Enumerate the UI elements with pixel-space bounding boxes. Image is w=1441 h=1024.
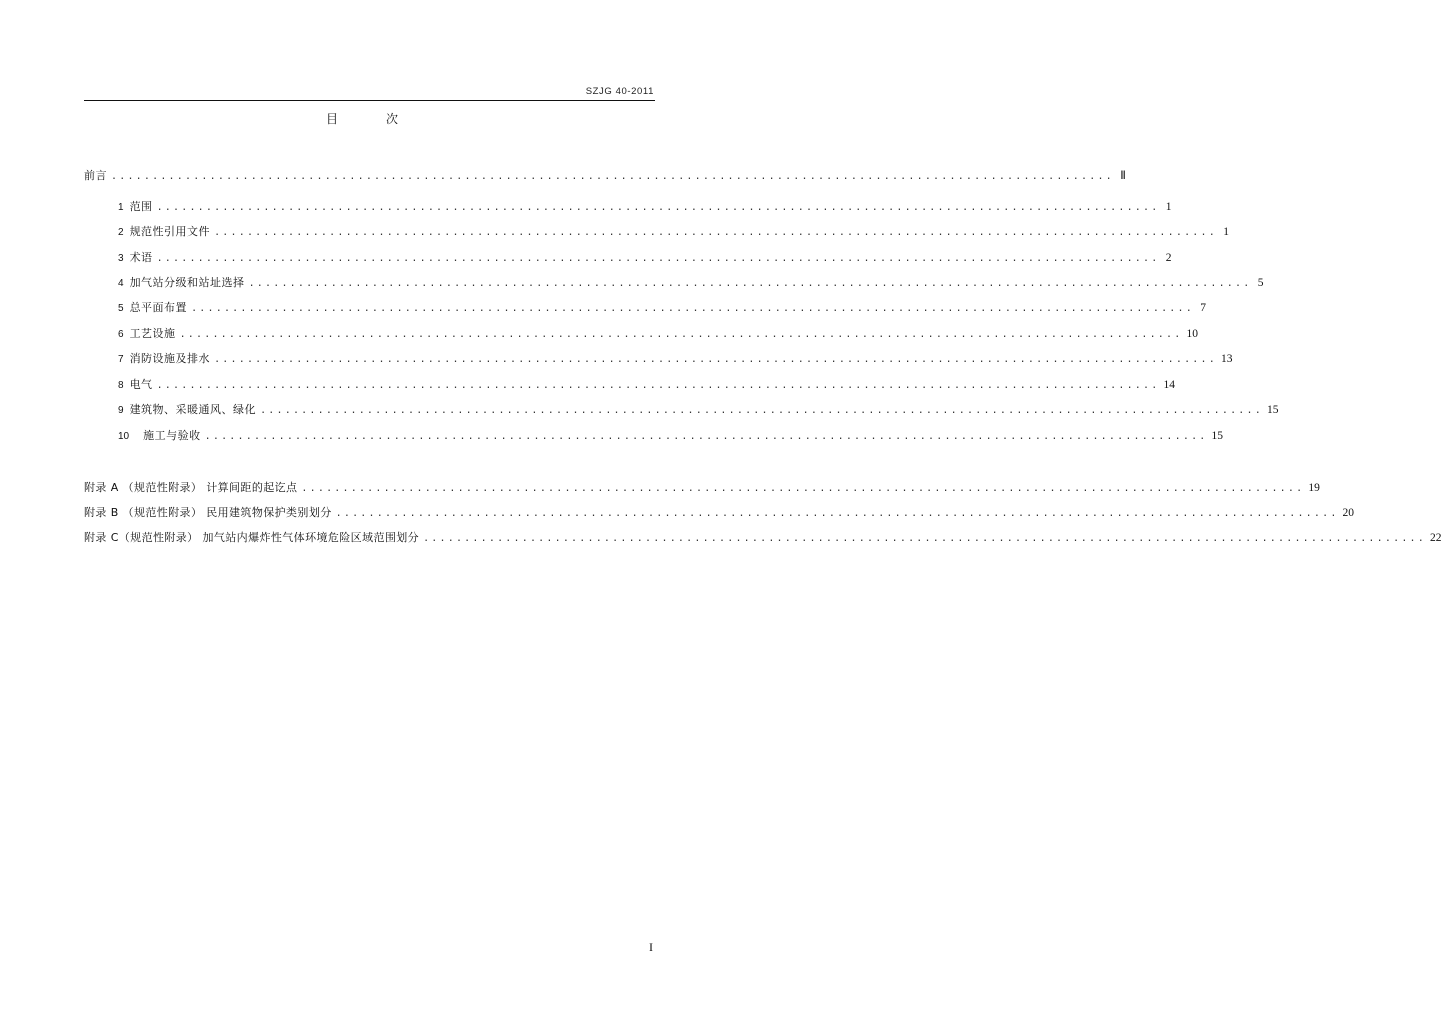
toc-entry-label: 总平面布置 <box>129 301 188 314</box>
toc-leader-dots: .......................................................................................................................... <box>260 405 1263 416</box>
toc-leader-dots: .......................................................................................................................... <box>335 508 1339 519</box>
toc-entry-page: 14 <box>1163 379 1175 391</box>
toc-entry-appendix[interactable] <box>84 480 1320 496</box>
standard-code: SZJG 40-2011 <box>585 86 654 97</box>
toc-entry-number: 9 <box>118 405 124 416</box>
toc-entry-page: 15 <box>1266 404 1279 416</box>
toc-entry-chapter[interactable] <box>118 326 1198 342</box>
toc-entry-label: 工艺设施 <box>129 327 176 340</box>
toc-entry-chapter[interactable] <box>118 402 1279 418</box>
toc-entry-chapter[interactable] <box>118 377 1175 393</box>
toc-leader-dots: .......................................................................................................................... <box>156 202 1160 213</box>
toc-entry-page: 22 <box>1429 532 1441 544</box>
toc-leader-dots: .......................................................................................................................... <box>214 354 1217 365</box>
toc-entry-number: 6 <box>118 329 124 340</box>
toc-leader-dots: .......................................................................................................................... <box>111 171 1114 182</box>
toc-leader-dots: .......................................................................................................................... <box>179 329 1183 340</box>
toc-entry-label: 施工与验收 <box>143 429 201 442</box>
toc-entry-number: 7 <box>118 354 124 365</box>
toc-entry-number: 1 <box>118 202 124 213</box>
toc-entry-chapter[interactable] <box>118 428 1224 444</box>
toc-entry-number: 2 <box>118 227 124 238</box>
toc-leader-dots: .......................................................................................................................... <box>248 278 1252 289</box>
toc-entry-page: 15 <box>1211 430 1224 442</box>
toc-entry-label: 范围 <box>129 200 153 213</box>
toc-entry-number: 8 <box>118 380 124 391</box>
toc-entry-chapter[interactable] <box>118 275 1264 291</box>
toc-entry-label: 附录 B （规范性附录） 民用建筑物保护类别划分 <box>84 506 332 519</box>
toc-entry-number: 10 <box>118 431 130 442</box>
toc-entry-chapter[interactable] <box>118 351 1233 367</box>
toc-entry-label: 消防设施及排水 <box>129 352 211 365</box>
toc-entry-page: 2 <box>1165 252 1172 264</box>
toc-entry-preface[interactable] <box>84 168 1126 184</box>
toc-entry-page: 7 <box>1200 302 1206 314</box>
toc-entry-chapter[interactable] <box>118 250 1172 266</box>
toc-entry-label: 附录 A （规范性附录） 计算间距的起讫点 <box>84 481 298 494</box>
toc-leader-dots: .......................................................................................................................... <box>204 431 1208 442</box>
toc-leader-dots: .......................................................................................................................... <box>156 380 1160 391</box>
toc-entry-label: 电气 <box>129 378 153 391</box>
header-rule <box>84 100 655 101</box>
toc-entry-page: 10 <box>1186 328 1198 340</box>
toc-entry-page: 1 <box>1223 226 1229 238</box>
toc-entry-page: 19 <box>1308 482 1320 494</box>
toc-entry-number: 4 <box>118 278 124 289</box>
toc-entry-appendix[interactable] <box>84 530 1441 546</box>
toc-entry-page: 1 <box>1165 201 1172 213</box>
toc-entry-page: 5 <box>1257 277 1264 289</box>
toc-entry-chapter[interactable] <box>118 199 1172 215</box>
toc-entry-chapter[interactable] <box>118 300 1206 316</box>
toc-leader-dots: .......................................................................................................................... <box>191 303 1194 314</box>
toc-leader-dots: .......................................................................................................................... <box>214 227 1217 238</box>
toc-entry-page: 20 <box>1342 507 1355 519</box>
toc-entry-label: 前言 <box>84 169 107 182</box>
toc-entry-appendix[interactable] <box>84 505 1355 521</box>
toc-entry-number: 5 <box>118 303 124 314</box>
toc-entry-number: 3 <box>118 253 124 264</box>
toc-entry-label: 加气站分级和站址选择 <box>129 276 245 289</box>
toc-title: 目 次 <box>325 112 416 126</box>
toc-entry-label: 术语 <box>129 251 153 264</box>
toc-entry-label: 附录 C（规范性附录） 加气站内爆炸性气体环境危险区域范围划分 <box>84 531 420 544</box>
toc-entry-page: 13 <box>1220 353 1233 365</box>
toc-leader-dots: .......................................................................................................................... <box>301 483 1305 494</box>
toc-entry-label: 建筑物、采暖通风、绿化 <box>129 403 257 416</box>
toc-entry-chapter[interactable] <box>118 224 1229 240</box>
page-number: I <box>649 940 653 954</box>
toc-leader-dots: .......................................................................................................................... <box>156 253 1160 264</box>
toc-leader-dots: .......................................................................................................................... <box>423 533 1426 544</box>
toc-entry-page: Ⅱ <box>1120 170 1126 182</box>
toc-entry-label: 规范性引用文件 <box>129 225 211 238</box>
